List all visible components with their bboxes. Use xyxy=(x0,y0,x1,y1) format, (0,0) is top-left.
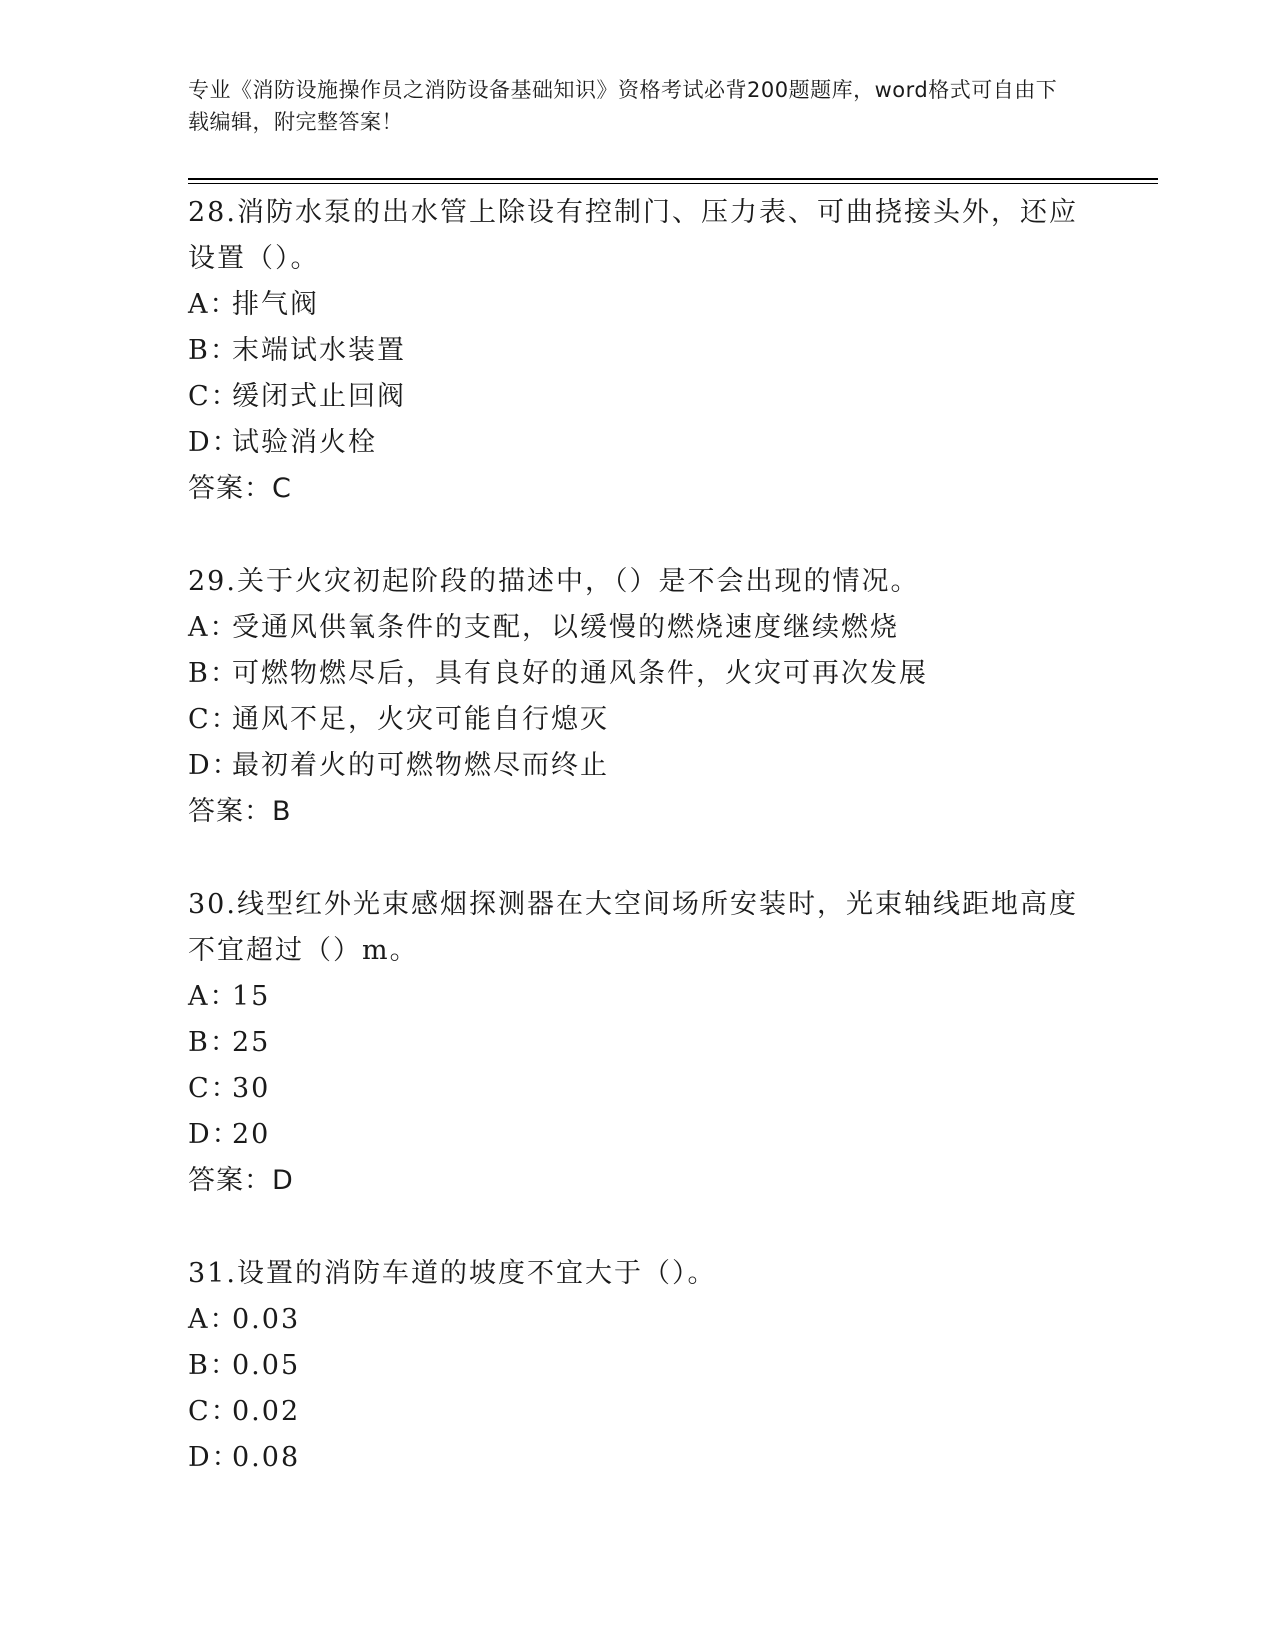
option-letter: D： xyxy=(188,427,241,458)
option-d xyxy=(188,1112,1088,1158)
option-letter: D： xyxy=(188,1119,241,1150)
option-text: 缓闭式止回阀 xyxy=(232,381,406,412)
option-text: 0.08 xyxy=(232,1442,301,1473)
option-c xyxy=(188,374,1088,420)
option-letter: B： xyxy=(188,335,239,366)
option-c xyxy=(188,697,1088,743)
option-c xyxy=(188,1389,1088,1435)
option-b xyxy=(188,651,1088,697)
question-28 xyxy=(188,190,1088,512)
option-a xyxy=(188,974,1088,1020)
question-30 xyxy=(188,882,1088,1204)
option-letter: B： xyxy=(188,658,239,689)
option-letter: B： xyxy=(188,1350,239,1381)
option-b xyxy=(188,328,1088,374)
question-stem: 30.线型红外光束感烟探测器在大空间场所安装时，光束轴线距地高度不宜超过（）m。 xyxy=(188,889,1078,966)
header-rule-thick xyxy=(188,178,1158,180)
option-a xyxy=(188,1297,1088,1343)
option-letter: A： xyxy=(188,981,239,1012)
option-letter: C： xyxy=(188,704,240,735)
option-letter: C： xyxy=(188,1396,240,1427)
option-a xyxy=(188,282,1088,328)
question-stem: 28.消防水泵的出水管上除设有控制门、压力表、可曲挠接头外，还应设置（）。 xyxy=(188,197,1078,274)
option-b xyxy=(188,1343,1088,1389)
question-31 xyxy=(188,1251,1088,1481)
option-text: 受通风供氧条件的支配，以缓慢的燃烧速度继续燃烧 xyxy=(232,612,899,643)
option-b xyxy=(188,1020,1088,1066)
option-letter: D： xyxy=(188,1442,241,1473)
option-text: 可燃物燃尽后，具有良好的通风条件，火灾可再次发展 xyxy=(232,658,928,689)
question-stem: 31.设置的消防车道的坡度不宜大于（）。 xyxy=(188,1258,717,1289)
answer-line: 答案：D xyxy=(188,1165,294,1196)
header-rule-thin xyxy=(188,183,1158,184)
document-header: 专业《消防设施操作员之消防设备基础知识》资格考试必背200题题库，word格式可自由下载编辑，附完整答案！ xyxy=(188,78,1058,134)
option-letter: C： xyxy=(188,1073,240,1104)
option-c xyxy=(188,1066,1088,1112)
option-letter: C： xyxy=(188,381,240,412)
option-letter: D： xyxy=(188,750,241,781)
option-text: 通风不足，火灾可能自行熄灭 xyxy=(232,704,609,735)
question-list xyxy=(188,190,1088,1528)
answer-line: 答案：B xyxy=(188,796,292,827)
option-text: 0.02 xyxy=(232,1396,301,1427)
option-text: 0.03 xyxy=(232,1304,301,1335)
option-text: 15 xyxy=(232,981,271,1012)
option-text: 末端试水装置 xyxy=(232,335,406,366)
answer-line: 答案：C xyxy=(188,473,292,504)
option-text: 20 xyxy=(232,1119,271,1150)
option-text: 30 xyxy=(232,1073,271,1104)
option-a xyxy=(188,605,1088,651)
option-letter: A： xyxy=(188,289,239,320)
question-stem: 29.关于火灾初起阶段的描述中，（）是不会出现的情况。 xyxy=(188,566,920,597)
option-text: 0.05 xyxy=(232,1350,301,1381)
option-d xyxy=(188,1435,1088,1481)
option-d xyxy=(188,420,1088,466)
option-text: 25 xyxy=(232,1027,271,1058)
option-letter: A： xyxy=(188,612,239,643)
option-text: 最初着火的可燃物燃尽而终止 xyxy=(232,750,609,781)
option-d xyxy=(188,743,1088,789)
option-letter: A： xyxy=(188,1304,239,1335)
option-text: 排气阀 xyxy=(232,289,319,320)
option-text: 试验消火栓 xyxy=(232,427,377,458)
question-29 xyxy=(188,559,1088,835)
option-letter: B： xyxy=(188,1027,239,1058)
